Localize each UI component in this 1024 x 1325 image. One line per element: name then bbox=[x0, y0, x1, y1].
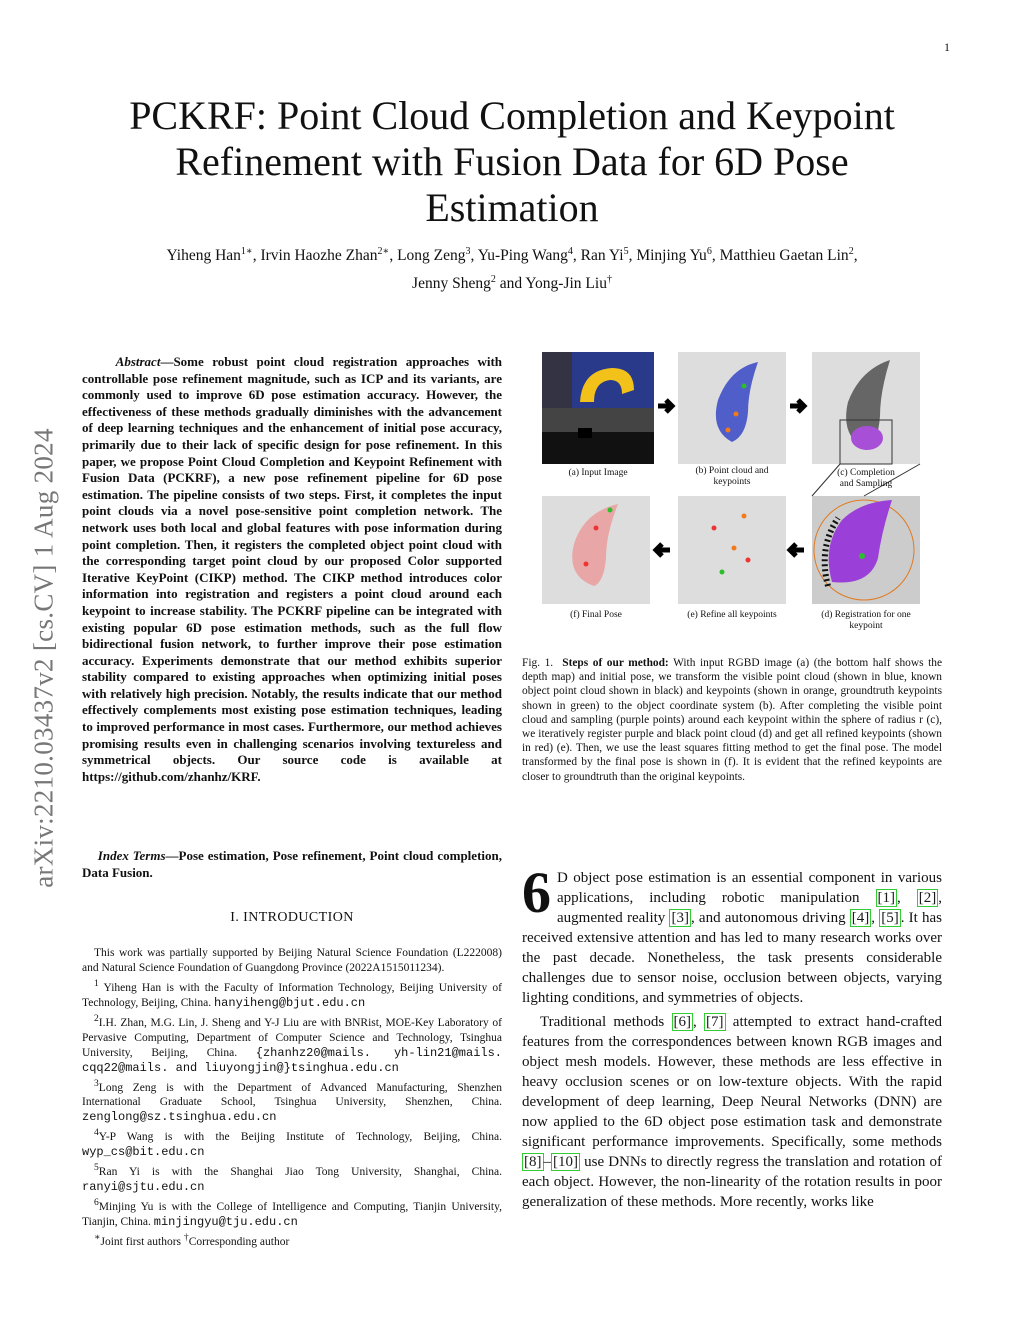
panel-f-final-pose bbox=[542, 496, 650, 604]
introduction-text bbox=[522, 860, 943, 1212]
footnote-5: $^5$Ran Yi is with the Shanghai Jiao Tong University, Shanghai, China. ranyi@sjtu.edu.cn bbox=[82, 1162, 502, 1195]
page-number: 1 bbox=[944, 40, 950, 54]
panel-e-refined-keypoints bbox=[678, 496, 786, 604]
label-e: (e) Refine all keypoints bbox=[687, 610, 777, 620]
email: {zhanhz20@mails. yh-lin21@mails. cqq22@mails. and liuyongjin@}tsinghua.edu.cn bbox=[82, 1045, 502, 1075]
email: ranyi@sjtu.edu.cn bbox=[82, 1180, 205, 1195]
intro-paragraph-2: Traditional methods [6] , [7] attempted to extract hand-crafted features from the correspondences between known RGB images and object mesh models. However, these methods are less effective in heavy occlusion scenes or on low-texture objects. With the rapid development of deep learning, Deep Neural Networks (DNN) are now applied to the 6D object pose estimation task and demonstrate significant performance improvements. Specifically, some methods [8] – [10] use DNNs to directly regress the translation and rotation of each object. However, the non-linearity of the rotation results in poor generalization of these methods. More recently, works like bbox=[522, 1014, 943, 1210]
citation-link[interactable]: [7] bbox=[706, 1014, 724, 1030]
label-d: (d) Registration for one keypoint bbox=[821, 610, 911, 631]
panel-c-completion bbox=[812, 352, 920, 464]
author-affiliation: 3 bbox=[465, 246, 471, 257]
author-name: Yong-Jin Liu bbox=[525, 275, 607, 293]
citation-link[interactable]: [8] bbox=[524, 1154, 542, 1170]
author-name: Yu-Ping Wang bbox=[477, 247, 568, 265]
arxiv-stamp-text: arXiv:2210.03437v2 [cs.CV] 1 Aug 2024 bbox=[28, 428, 59, 888]
footnote-2: $^2$I.H. Zhan, M.G. Lin, J. Sheng and Y-J Liu are with BNRist, MOE-Key Laboratory of Pervasive Computing, Department of Computer Science and Technology, Tsinghua University, Beijing, China. {zhanhz20@mails. yh-lin21@mails. cqq22@mails. and liuyongjin@}tsinghua.edu.cn bbox=[82, 1012, 502, 1075]
footnotes bbox=[82, 946, 502, 1250]
footnote-authors: ∗Joint first authors †Corresponding author bbox=[94, 1231, 290, 1248]
author-affiliation: 2 bbox=[490, 274, 496, 286]
author-name: Matthieu Gaetan Lin bbox=[719, 247, 849, 265]
index-terms-text: Pose estimation, Pose refinement, Point cloud completion, Data Fusion. bbox=[82, 848, 502, 880]
figure-1 bbox=[522, 350, 942, 640]
index-terms: Index Terms—Pose estimation, Pose refinement, Point cloud completion, Data Fusion. bbox=[82, 848, 502, 880]
panel-b-point-cloud bbox=[678, 352, 786, 464]
author-affiliation: 1∗ bbox=[240, 246, 253, 257]
citation-link[interactable]: [2] bbox=[918, 890, 937, 906]
footnote-1: $^1$ Yiheng Han is with the Faculty of Information Technology, Beijing University of Technology, Beijing, China. hanyiheng@bjut.edu.cn bbox=[82, 978, 502, 1010]
author-affiliation: 5 bbox=[623, 246, 629, 257]
author-name: Long Zeng bbox=[397, 247, 466, 265]
footnote-4: $^4$Y-P Wang is with the Beijing Institute of Technology, Beijing, China. wyp_cs@bit.edu.cn bbox=[82, 1127, 502, 1160]
label-f: (f) Final Pose bbox=[570, 610, 622, 620]
email: zenglong@sz.tsinghua.edu.cn bbox=[82, 1110, 277, 1125]
author-name: Yiheng Han bbox=[166, 247, 241, 265]
author-affiliation: 2 bbox=[848, 246, 854, 257]
funding-note: This work was partially supported by Beijing Natural Science Foundation (L222008) and Natural Science Foundation of Guangdong Province (2022A1515011234). bbox=[82, 947, 502, 974]
intro-paragraph-1: 6 D object pose estimation is an essential component in various applications, including robotic manipulation [1] , [2] , augmented reality [3] , and autonomous driving [4] , [5] . It has received extensive attention and has led to many research works over the past decade. Nonetheless, the task presents considerable challenges due to sensor noise, occlusion between objects, varying lighting conditions, and symmetries of objects. bbox=[522, 860, 943, 1006]
index-terms-label: Index Terms bbox=[97, 848, 166, 863]
abstract: Abstract—Some robust point cloud registration approaches with controllable pose refinement magnitude, such as ICP and its variants, are commonly used to improve 6D pose estimation accuracy. However, the effectiveness of these methods gradually diminishes with the advancement of deep learning techniques and the enhancement of initial pose accuracy, primarily due to their lack of specific design for pose refinement. In this paper, we propose Point Cloud Completion and Keypoint Refinement with Fusion Data (PCKRF), a new pose refinement pipeline for 6D pose estimation. The pipeline consists of two steps. First, it completes the input point clouds via a novel pose-sensitive point completion network. The network uses both local and global features with pose information during point completion. Then, it registers the completed object point cloud with the corresponding target point cloud by our proposed Color supported Iterative KeyPoint (CIKP) method. The CIKP method introduces color information into registration and registers a point cloud around each keypoint to increase stability. The PCKRF pipeline can be integrated with existing popular 6D pose estimation methods, such as the full flow bidirectional fusion network, to further improve their pose estimation accuracy. Experiments demonstrate that our method exhibits superior stability compared to existing approaches when optimizing initial poses with relatively high precision. Notably, the results indicate that our method effectively complements most existing pose estimation techniques, leading to improved performance in most cases. Furthermore, our method achieves promising results even in challenging scenarios involving textureless and symmetrical objects. Our source code is available at https://github.com/zhanhz/KRF. bbox=[82, 354, 503, 784]
citation-link[interactable]: [3] bbox=[671, 910, 689, 926]
footnote-3: $^3$Long Zeng is with the Department of Advanced Manufacturing, Shenzhen International Graduate School, Tsinghua University, Shenzhen, China. zenglong@sz.tsinghua.edu.cn bbox=[82, 1077, 502, 1125]
author-name: Irvin Haozhe Zhan bbox=[260, 247, 378, 265]
author-name: Minjing Yu bbox=[636, 247, 707, 265]
author-name: Jenny Sheng bbox=[412, 275, 491, 293]
citation-link[interactable]: [4] bbox=[851, 910, 870, 926]
citation-link[interactable]: [10] bbox=[553, 1154, 578, 1170]
dropcap: 6 bbox=[522, 860, 551, 925]
abstract-text: Some robust point cloud registration approaches with controllable pose refinement magnitude, such as ICP and its variants, are commonly used to improve 6D pose estimation accuracy. However, the effectiveness of these methods gradually diminishes with the advancement of deep learning techniques and the enhancement of initial pose accuracy, primarily due to their lack of specific design for pose refinement. In this paper, we propose Point Cloud Completion and Keypoint Refinement with Fusion Data (PCKRF), a new pose refinement pipeline for 6D pose estimation. The pipeline consists of two steps. First, it completes the input point clouds via a novel pose-sensitive point completion network. The network uses both local and global features with pose information during point completion. Then, it registers the completed object point cloud with the corresponding target point cloud by our proposed Color supported Iterative KeyPoint (CIKP) method. The CIKP method introduces color information into registration and registers a point cloud around each keypoint to increase stability. The PCKRF pipeline can be integrated with existing popular 6D pose estimation methods, such as the full flow bidirectional fusion network, to further improve their pose estimation accuracy. Experiments demonstrate that our method exhibits superior stability compared to existing approaches when optimizing initial poses with relatively high precision. Notably, the results indicate that our method effectively complements most existing pose estimation techniques, leading to improved performance in most cases. Furthermore, our method achieves promising results even in challenging scenarios involving textureless and symmetrical objects. Our source code is available at https://github.com/zhanhz/KRF. bbox=[82, 354, 503, 784]
section-heading: I. INTRODUCTION bbox=[230, 910, 354, 925]
footnote-6: $^6$Minjing Yu is with the College of Intelligence and Computing, Tianjin University, Tianjin, China. minjingyu@tju.edu.cn bbox=[82, 1197, 502, 1229]
email: minjingyu@tju.edu.cn bbox=[153, 1214, 298, 1229]
panel-a-input-image bbox=[542, 352, 654, 464]
citation-link[interactable]: [5] bbox=[881, 910, 899, 926]
email: wyp_cs@bit.edu.cn bbox=[82, 1145, 205, 1160]
panel-d-registration bbox=[812, 496, 920, 604]
figure-caption: Fig. 1. Steps of our method: With input RGBD image (a) (the bottom half shows the depth map) and initial pose, we transform the visible point cloud (shown in blue, known object point cloud shown in black) and keypoints (shown in orange, groundtruth keypoints shown in green) to the object coordinate system (b). After completing the visible point cloud and sampling (purple points) around each keypoint within the sphere of radius r (c), we iteratively register purple and black point cloud (d) and get all refined keypoints (shown in red) (e). Then, we use the least squares fitting method to get the final pose. The model transformed by the final pose is shown in (f). It is evident that the refined keypoints are closer to groundtruth than the original keypoints. bbox=[522, 657, 943, 783]
label-b: (b) Point cloud and keypoints bbox=[695, 466, 769, 487]
label-a: (a) Input Image bbox=[568, 468, 628, 478]
author-affiliation: 6 bbox=[706, 246, 712, 257]
citation-link[interactable]: [1] bbox=[877, 890, 896, 906]
paper-title: PCKRF: Point Cloud Completion and Keypoint Refinement with Fusion Data for 6D Pose Estimation bbox=[129, 93, 895, 230]
author-affiliation: † bbox=[606, 274, 612, 286]
author-affiliation: 4 bbox=[567, 246, 573, 257]
figure-1-graphic bbox=[522, 350, 942, 640]
label-c: (c) Completion and Sampling bbox=[837, 468, 895, 489]
author-list: Yiheng Han$^{1∗}$, Irvin Haozhe Zhan$^{2∗}$, Long Zeng$^3$, Yu-Ping Wang$^4$, Ran Yi$^5$, Minjing Yu$^6$, Matthieu Gaetan Lin$^2$, Jenny Sheng$^2$ and Yong-Jin Liu† bbox=[166, 246, 858, 293]
email: hanyiheng@bjut.edu.cn bbox=[213, 995, 366, 1010]
author-name: Ran Yi bbox=[580, 247, 624, 265]
citation-link[interactable]: [6] bbox=[673, 1014, 691, 1030]
arxiv-stamp bbox=[14, 358, 74, 958]
author-affiliation: 2∗ bbox=[377, 246, 390, 257]
abstract-label: Abstract bbox=[115, 354, 161, 369]
